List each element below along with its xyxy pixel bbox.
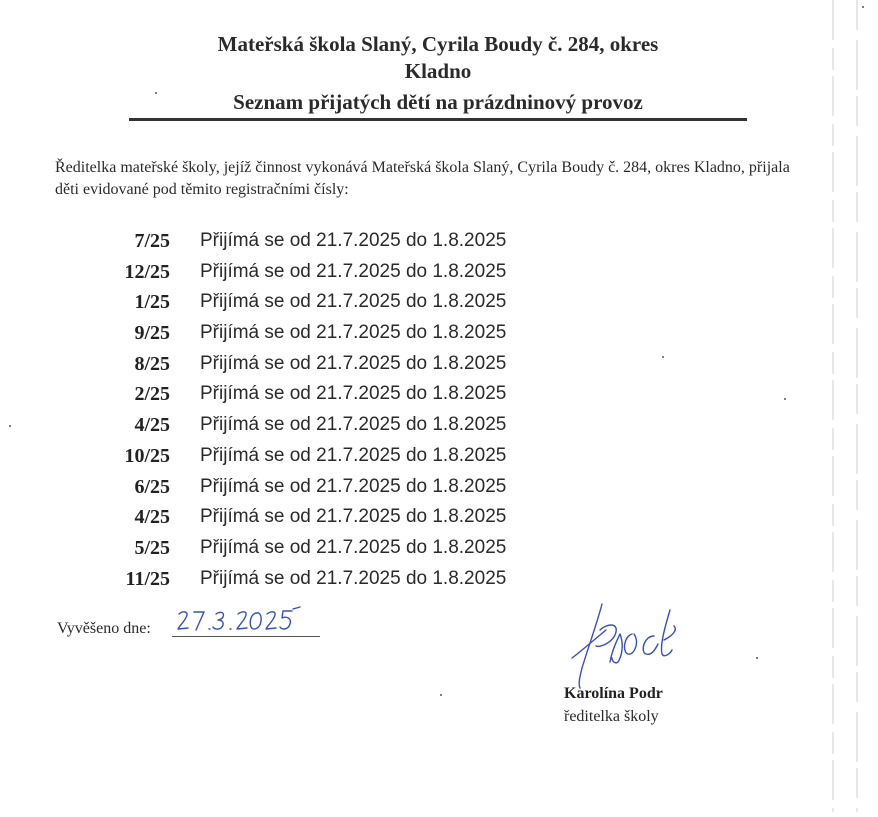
admission-period: Přijímá se od 21.7.2025 do 1.8.2025	[200, 322, 507, 344]
admission-period: Přijímá se od 21.7.2025 do 1.8.2025	[200, 383, 507, 405]
list-item	[0, 410, 700, 441]
registration-number: 7/25	[134, 230, 170, 252]
document-title: Seznam přijatých dětí na prázdninový provoz	[233, 90, 643, 114]
list-item	[0, 287, 700, 318]
admission-list	[0, 226, 700, 594]
admission-period: Přijímá se od 21.7.2025 do 1.8.2025	[200, 230, 507, 251]
registration-number: 4/25	[134, 506, 170, 529]
admission-period: Přijímá se od 21.7.2025 do 1.8.2025	[200, 291, 507, 313]
list-item	[0, 472, 700, 503]
scan-speck	[784, 398, 786, 400]
list-item	[0, 379, 700, 410]
signature-drawing	[560, 600, 700, 690]
admission-period: Přijímá se od 21.7.2025 do 1.8.2025	[200, 414, 507, 436]
admission-period: Přijímá se od 21.7.2025 do 1.8.2025	[200, 444, 507, 466]
list-item	[0, 349, 700, 380]
list-item	[0, 533, 700, 564]
scan-edge-drawing	[830, 0, 860, 812]
school-name-line1: Mateřská škola Slaný, Cyrila Boudy č. 284, okres	[217, 32, 659, 56]
scan-edge-marks	[830, 0, 860, 812]
scan-speck	[662, 356, 664, 358]
admission-period: Přijímá se od 21.7.2025 do 1.8.2025	[200, 536, 507, 558]
scan-speck	[862, 6, 864, 8]
scan-speck	[440, 694, 442, 696]
posted-label: Vyvěšeno dne:	[57, 620, 151, 637]
list-item	[0, 502, 700, 533]
registration-number: 10/25	[124, 444, 170, 467]
admission-period: Přijímá se od 21.7.2025 do 1.8.2025	[200, 260, 507, 282]
list-item	[0, 257, 700, 288]
admission-period: Přijímá se od 21.7.2025 do 1.8.2025	[200, 475, 507, 497]
registration-number: 5/25	[134, 536, 170, 559]
registration-number: 2/25	[134, 383, 170, 406]
scan-speck	[155, 92, 157, 94]
registration-number: 9/25	[134, 322, 170, 345]
admission-period: Přijímá se od 21.7.2025 do 1.8.2025	[200, 352, 507, 374]
school-name-line2: Kladno	[404, 59, 472, 83]
admission-period: Přijímá se od 21.7.2025 do 1.8.2025	[200, 506, 507, 528]
registration-number: 6/25	[134, 475, 170, 498]
registration-number: 11/25	[125, 567, 170, 590]
posted-date-handwritten	[172, 600, 320, 637]
signatory-name: Karolína Podr	[564, 685, 663, 702]
signatory-role: ředitelka školy	[564, 708, 659, 725]
list-item	[0, 226, 700, 257]
registration-number: 12/25	[124, 260, 170, 283]
admission-period: Přijímá se od 21.7.2025 do 1.8.2025	[200, 567, 507, 589]
scan-speck	[756, 657, 758, 659]
title-underline	[129, 118, 747, 121]
intro-paragraph: Ředitelka mateřské školy, jejíž činnost vykonává Mateřská škola Slaný, Cyrila Boudy č. 284, okres Kladno, přijala děti evidované pod těmito registračními čísly:	[55, 159, 790, 198]
list-item	[0, 318, 700, 349]
list-item	[0, 564, 700, 595]
scan-speck	[9, 425, 11, 427]
registration-number: 4/25	[134, 414, 170, 437]
registration-number: 1/25	[134, 291, 170, 314]
signature-image	[560, 600, 700, 690]
list-item	[0, 441, 700, 472]
registration-number: 8/25	[134, 352, 170, 375]
handwritten-date-drawing	[172, 600, 320, 636]
